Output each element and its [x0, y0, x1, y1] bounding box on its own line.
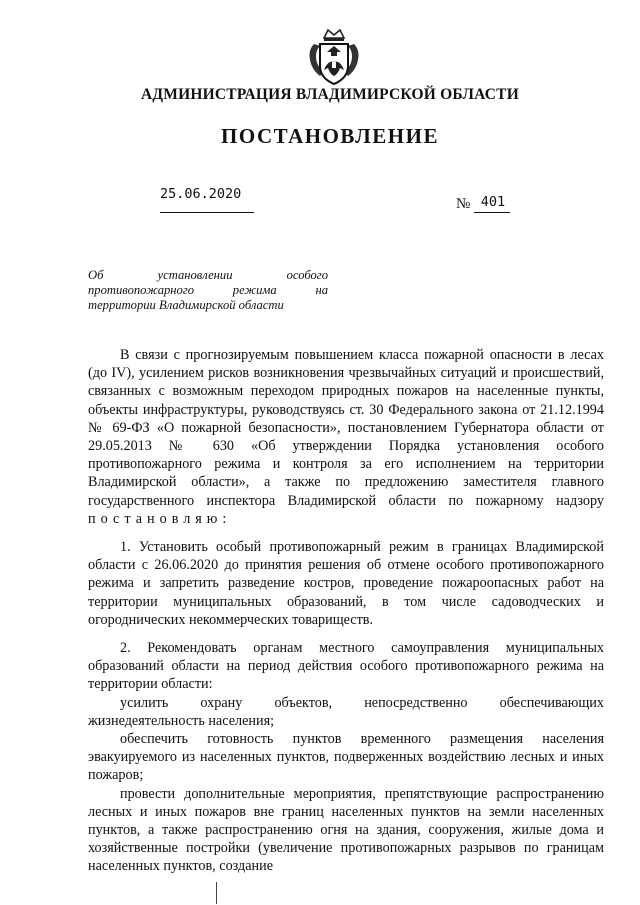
item-1-paragraph: 1. Установить особый противопожарный режим в границах Владимирской области с 26.06.2020 до принятия решения об отмене особого противопожарного режима и запретить разведение костров, проведение пожароопасных работ на территории муниципальных образований, в том числе садоводческих и огороднических некоммерческих товариществ.	[88, 539, 604, 628]
subject-line: территории Владимирской области	[88, 298, 284, 312]
preamble-paragraph	[88, 346, 604, 528]
document-date: 25.06.2020	[160, 186, 242, 202]
preamble-text: В связи с прогнозируемым повышением класса пожарной опасности в лесах (до IV), усилением рисков возникновения чрезвычайных ситуаций и происшествий, связанных с возможным переходом природных пожаров на населенные пункты, объекты инфраструктуры, руководствуясь ст. 30 Федерального закона от 21.12.1994 № 69-ФЗ «О пожарной безопасности», постановлением Губернатора области от 29.05.2013 № 630 «Об утверждении Порядка установления особого противопожарного режима и контроля за его исполнением на территории Владимирской области», а также по предложению заместителя главного государственного инспектора Владимирской области по пожарному надзору	[88, 347, 604, 509]
sub-item-paragraph: провести дополнительные мероприятия, препятствующие распространению лесных и иных пожаров вне границ населенных пунктов на земли населенных пунктов, а также распространению огня на здания, сооружения, жилые дома и хозяйственные постройки (увеличение противопожарных разрывов по границам населенных пунктов, создание	[88, 785, 604, 875]
organization-title: АДМИНИСТРАЦИЯ ВЛАДИМИРСКОЙ ОБЛАСТИ	[141, 86, 519, 103]
number-underline	[474, 212, 510, 213]
decree-word: постановляю:	[88, 510, 232, 527]
document-subject	[88, 268, 328, 313]
document-body	[88, 346, 604, 876]
item-2-paragraph: 2. Рекомендовать органам местного самоуправления муниципальных образований области на период действия особого противопожарного режима на территории области:	[88, 640, 604, 693]
sub-item-paragraph: усилить охрану объектов, непосредственно обеспечивающих жизнедеятельность населения;	[88, 694, 604, 729]
date-underline	[160, 212, 254, 213]
document-number: 401	[480, 194, 506, 210]
subject-line: Об установлении особого	[88, 268, 328, 282]
document-type-title: ПОСТАНОВЛЕНИЕ	[221, 124, 439, 148]
sub-item-paragraph: обеспечить готовность пунктов временного размещения населения эвакуируемого из населенных пунктов, подверженных воздействию лесных и иных пожаров;	[88, 731, 604, 784]
subject-line: противопожарного режима на	[88, 283, 328, 297]
number-label: №	[456, 196, 471, 212]
coat-of-arms-icon	[302, 26, 366, 88]
scan-mark	[215, 882, 218, 904]
